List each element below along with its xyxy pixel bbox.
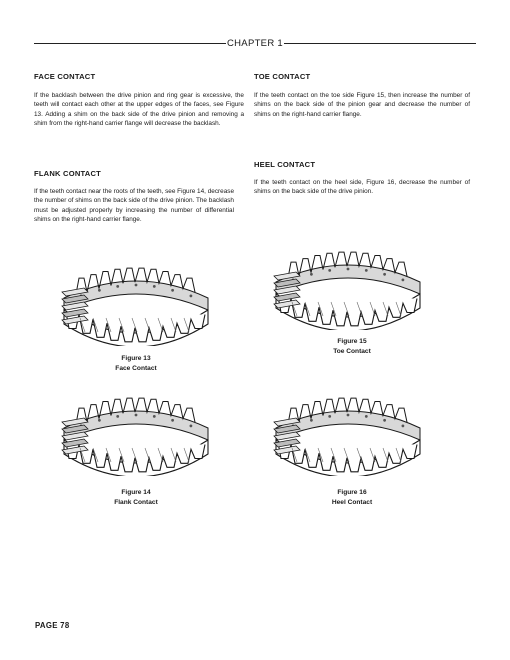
figure-16-title: Heel Contact [331,498,373,506]
figure-15-gear-drawing [270,232,426,330]
flank-contact-heading: FLANK CONTACT [34,169,101,178]
heel-contact-text: If the teeth contact on the heel side, Figure 16, decrease the number of shims on the back side of the drive pinion. [254,179,470,196]
figure-15-caption [312,337,392,356]
figure-16-caption [312,488,392,507]
figure-16-number: Figure 16 [337,489,367,496]
toe-contact-heading: TOE CONTACT [254,72,311,81]
figure-13-caption [96,354,176,373]
figure-16-gear-drawing [270,378,426,476]
figure-15-title: Toe Contact [333,347,371,355]
header-rule-left [34,43,226,44]
figure-13-number: Figure 13 [121,355,151,362]
chapter-title: CHAPTER 1 [226,37,284,49]
flank-contact-text: If the teeth contact near the roots of the teeth, see Figure 14, decrease the number of shims on the back side of the drive pinion. The backlash must be adjusted properly by increasing the number of differential shims on the right-hand carrier flange. [34,188,235,223]
face-contact-text: If the backlash between the drive pinion and ring gear is excessive, the teeth will contact each other at the upper edges of the faces, see Figure 13. Adding a shim on the back side of the drive pinion and removing a shim from the right-hand carrier flange will decrease the backlash. [34,92,244,127]
figure-14-title: Flank Contact [114,498,158,506]
toe-contact-text: If the teeth contact on the toe side Figure 15, then increase the number of shims on the back side of the pinion gear and decrease the number of shims on the right-hand carrier flange. [254,92,470,118]
heel-contact-heading: HEEL CONTACT [254,160,316,169]
chapter-header [34,37,476,49]
face-contact-heading: FACE CONTACT [34,72,96,81]
figure-14-number: Figure 14 [121,489,151,496]
figure-14-caption [96,488,176,507]
figure-13-title: Face Contact [115,364,157,372]
header-rule-right [284,43,476,44]
page-number: PAGE 78 [35,621,70,630]
figure-14-gear-drawing [58,378,214,476]
figure-13-gear-drawing [58,248,214,346]
figure-15-number: Figure 15 [337,338,367,345]
